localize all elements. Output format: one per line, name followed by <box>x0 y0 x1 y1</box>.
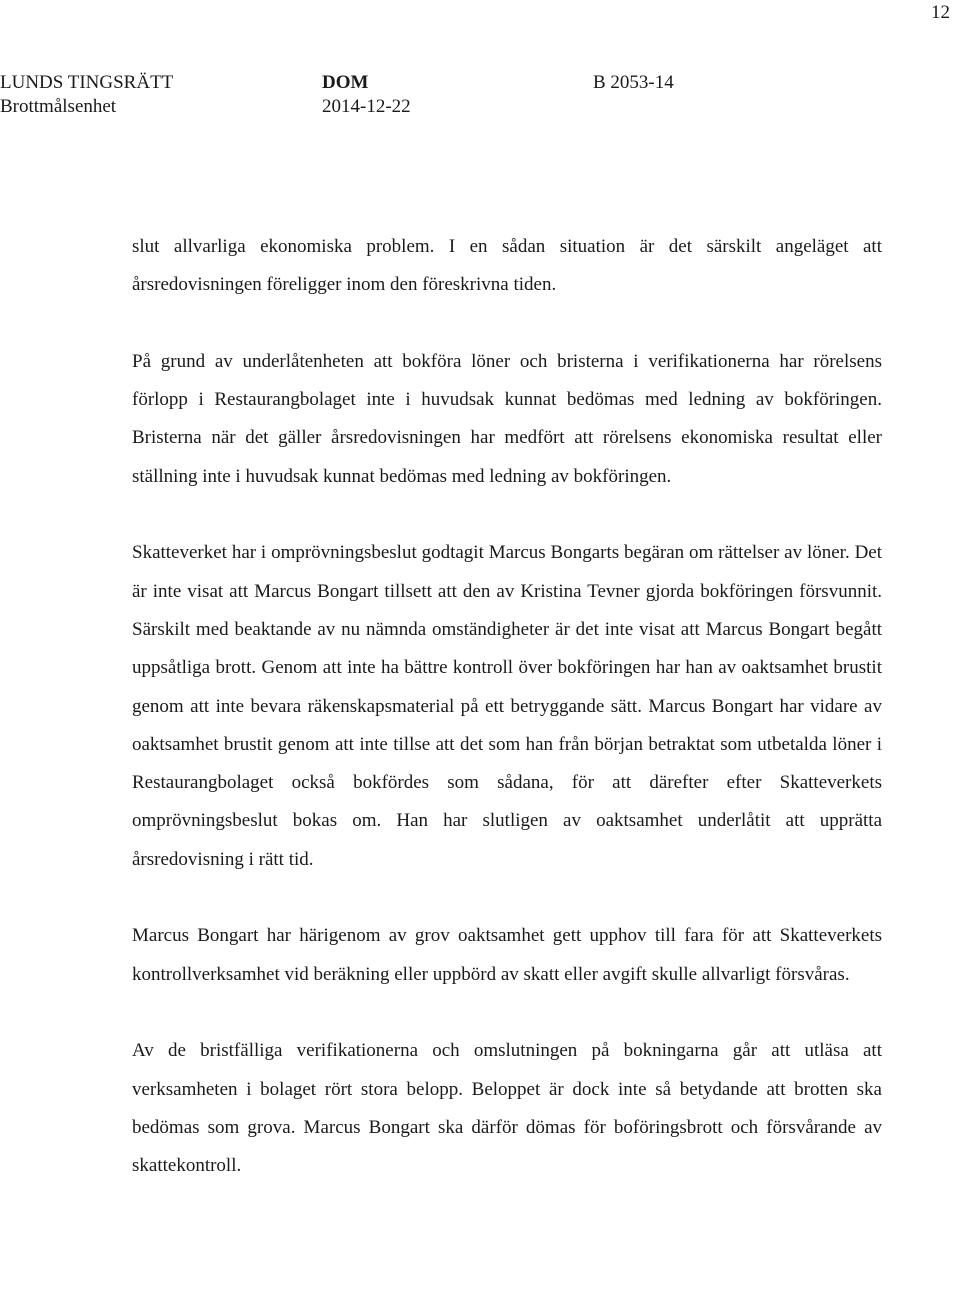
page-number: 12 <box>931 2 950 23</box>
paragraph: På grund av underlåtenheten att bokföra löner och bristerna i verifikationerna har rörelsens förlopp i Restaurangbolaget inte i huvudsak kunnat bedömas med ledning av bokföringen. Bristerna när det gäller årsredovisningen har medfört att rörelsens ekonomiska resultat eller ställning inte i huvudsak kunnat bedömas med ledning av bokföringen. <box>132 350 882 487</box>
document-body <box>132 228 882 1185</box>
document-type: DOM <box>322 72 369 93</box>
paragraph: Skatteverket har i omprövningsbeslut godtagit Marcus Bongarts begäran om rättelser av löner. Det är inte visat att Marcus Bongart tillsett att den av Kristina Tevner gjorda bokföringen försvunnit. Särskilt med beaktande av nu nämnda omständigheter är det inte visat att Marcus Bongart begått uppsåtliga brott. Genom att inte ha bättre kontroll över bokföringen har han av oaktsamhet brustit genom att inte bevara räkenskapsmaterial på ett betryggande sätt. Marcus Bongart har vidare av oaktsamhet brustit genom att inte tillse att det som han från början betraktat som utbetalda löner i Restaurangbolaget också bokfördes som sådana, för att därefter efter Skatteverkets omprövningsbeslut bokas om. Han har slutligen av oaktsamhet underlåtit att upprätta årsredovisning i rätt tid. <box>132 542 882 870</box>
court-unit: Brottmålsenhet <box>0 96 117 117</box>
paragraph: Av de bristfälliga verifikationerna och omslutningen på bokningarna går att utläsa att verksamheten i bolaget rört stora belopp. Beloppet är dock inte så betydande att brotten ska bedömas som grova. Marcus Bongart ska därför dömas för boföringsbrott och försvårande av skattekontroll. <box>132 1040 882 1177</box>
case-number: B 2053-14 <box>593 72 674 93</box>
paragraph: slut allvarliga ekonomiska problem. I en sådan situation är det särskilt angeläget att årsredovisningen föreligger inom den föreskrivna tiden. <box>132 236 882 296</box>
paragraph: Marcus Bongart har härigenom av grov oaktsamhet gett upphov till fara för att Skatteverkets kontrollverksamhet vid beräkning eller uppbörd av skatt eller avgift skulle allvarligt försvåras. <box>132 925 882 985</box>
document-date: 2014-12-22 <box>322 96 411 117</box>
court-name: LUNDS TINGSRÄTT <box>0 72 174 93</box>
document-header <box>0 71 960 131</box>
